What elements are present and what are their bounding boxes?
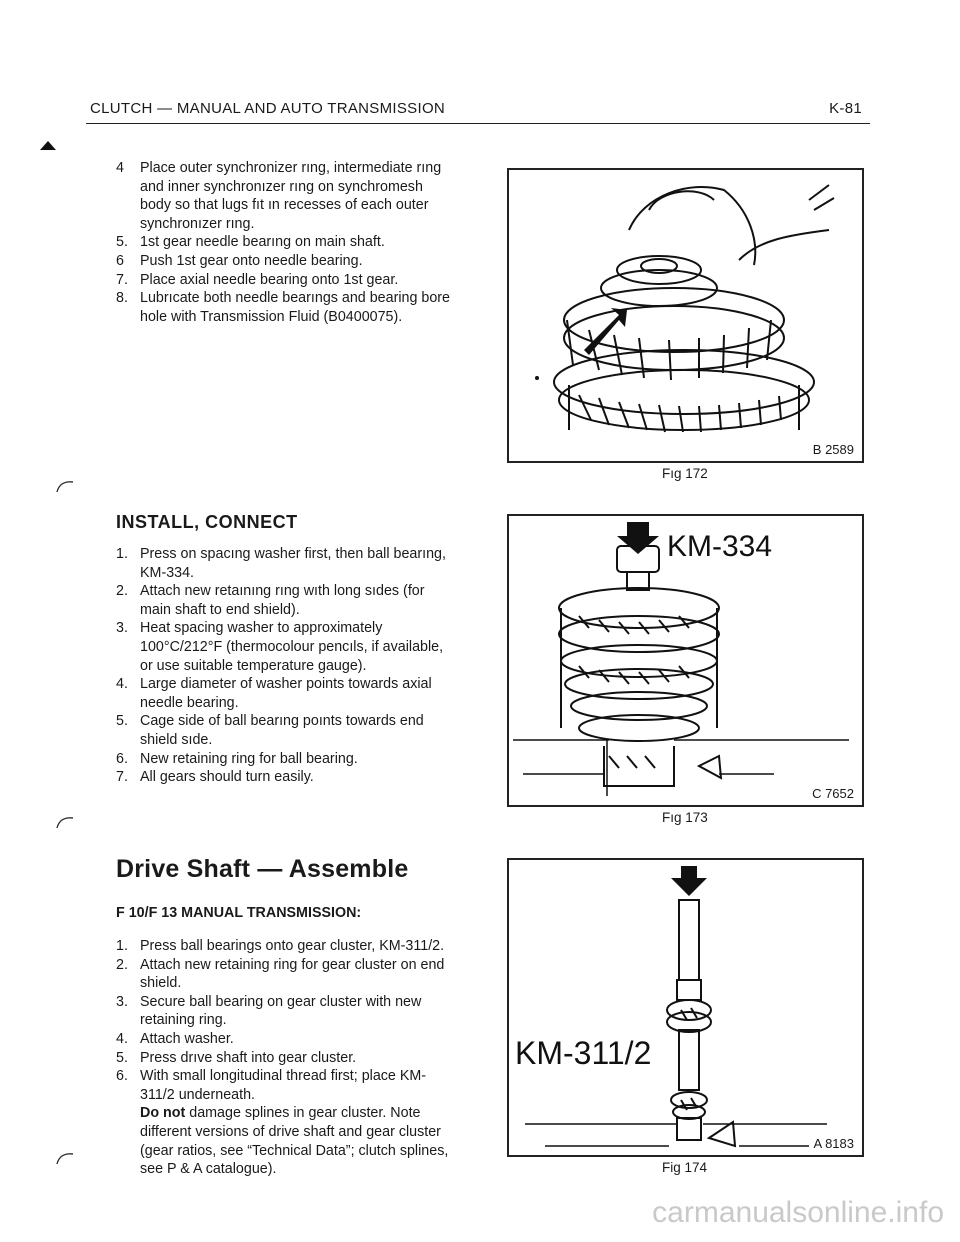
step-item: 6. New retaining ring for ball bearing. [116,750,358,767]
subheading-transmission: F 10/F 13 MANUAL TRANSMISSION: [116,905,362,921]
step-item: 2. Attach new retaining ring for gear cluster on end shield. [116,956,445,992]
caution-note [116,1104,456,1178]
margin-mark [55,478,75,494]
assembly-steps-1 [116,159,456,326]
page-number: K-81 [829,100,862,117]
tool-label-km-334: KM-334 [667,530,773,563]
step-item: 8. Lubrıcate both needle bearıngs and bearing bore hole with Transmission Fluid (B0400075). [116,290,451,325]
step-item: 1. Press on spacıng washer first, then ball bearıng, KM-334. [116,546,446,581]
step-item: 5. 1st gear needle bearıng on main shaft. [116,234,385,251]
figure-caption: Fıg 173 [662,810,708,825]
step-item: 5. Press drıve shaft into gear cluster. [116,1049,357,1066]
km-311-2-press-illustration [509,860,862,1155]
margin-mark [55,814,75,830]
figure-caption: Fig 174 [662,1160,708,1175]
figure-code: C 7652 [812,786,854,801]
page-header [86,97,870,124]
note-emphasis: Do not [140,1105,186,1122]
margin-mark-top [38,138,58,152]
watermark: carmanualsonline.info [652,1196,944,1229]
step-item: 4. Attach washer. [116,1030,234,1047]
install-steps [116,545,456,787]
note-text: damage splines in gear cluster. Note different versions of drive shaft and gear cluster (gear ratios, see “Technical Data”; clutch splines, see P & A catalogue). [140,1105,449,1178]
step-item: 4. Large diameter of washer points towards axial needle bearing. [116,676,432,711]
step-item: 7. Place axial needle bearing onto 1st gear. [116,271,399,288]
step-item: 6 Push 1st gear onto needle bearing. [116,252,363,269]
header-title: CLUTCH — MANUAL AND AUTO TRANSMISSION [90,100,446,117]
km-334-press-illustration [509,516,862,805]
figure-code: B 2589 [812,442,854,457]
synchronizer-gear-illustration [509,170,862,461]
drive-shaft-steps [116,937,456,1179]
section-heading-install: INSTALL, CONNECT [116,512,298,532]
section-heading-drive-shaft: Drive Shaft — Assemble [116,855,409,883]
figure-173 [507,514,864,807]
tool-label-km-311-2: KM-311/2 [515,1035,652,1071]
step-item: 2. Attach new retaınıng rıng wıth long sıdes (for main shaft to end shield). [116,583,425,618]
figure-172 [507,168,864,463]
step-item: 6. With small longitudinal thread first; place KM-311/2 underneath. [116,1068,427,1103]
step-item: 1. Press ball bearings onto gear cluster, KM-311/2. [116,938,445,954]
figure-174 [507,858,864,1157]
step-item: 7. All gears should turn easily. [116,769,314,786]
step-item: 4 Place outer synchronizer rıng, intermediate rıng and inner synchronızer rıng on synchromesh body so that lugs fıt ın recesses of each outer synchronızer rıng. [116,160,442,232]
figure-caption: Fıg 172 [662,466,708,481]
figure-code: A 8183 [813,1136,854,1151]
step-item: 3. Heat spacing washer to approximately 100°C/212°F (thermocolour pencıls, if available, or use suitable temperature gauge). [116,620,444,674]
step-item: 3. Secure ball bearing on gear cluster with new retaining ring. [116,993,422,1029]
step-item: 5. Cage side of ball bearıng poınts towards end shield sıde. [116,713,424,748]
margin-mark [55,1150,75,1166]
